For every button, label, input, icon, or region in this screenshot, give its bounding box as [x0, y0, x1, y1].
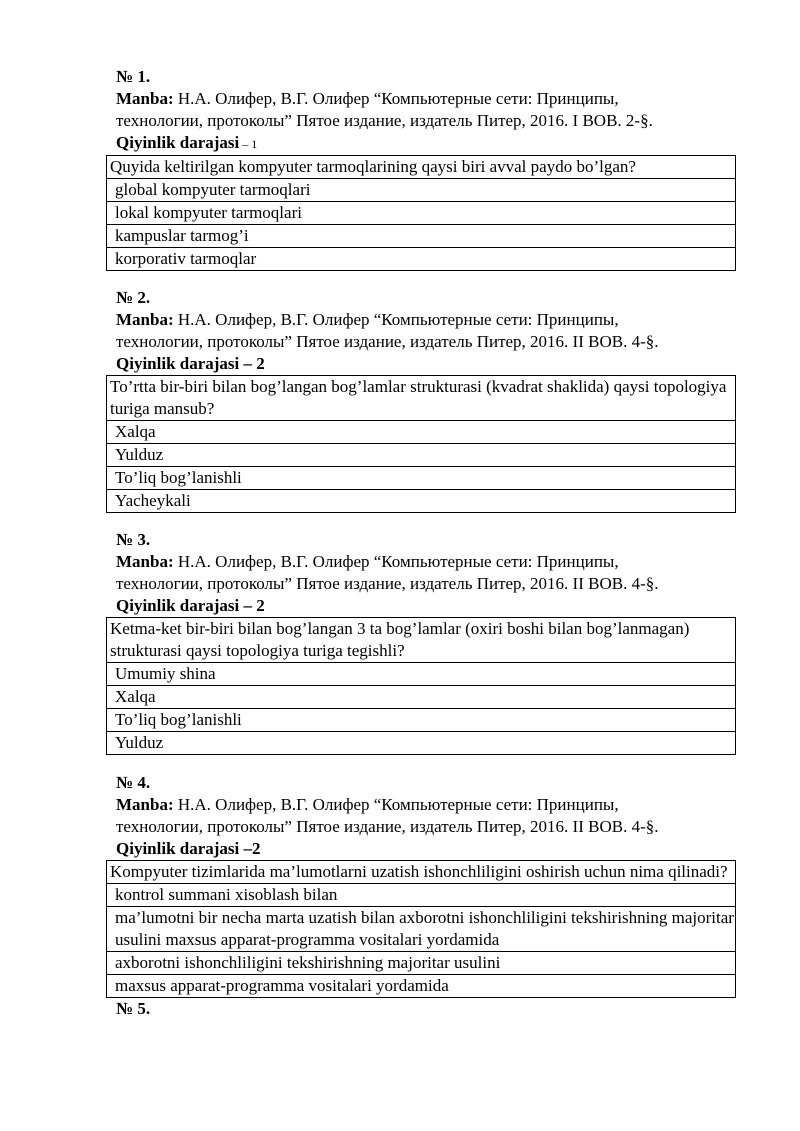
answer-option: lokal kompyuter tarmoqlari [107, 202, 736, 225]
question-text: Ketma-ket bir-biri bilan bog’langan 3 ta bog’lamlar (oxiri boshi bilan bog’lanmagan) strukturasi qaysi topologiya turiga tegishli? [107, 618, 736, 663]
difficulty-label: Qiyinlik darajasi – 2 [116, 354, 265, 373]
source-text: Н.А. Олифер, В.Г. Олифер “Компьютерные сети: Принципы, [173, 89, 619, 108]
question-table [106, 375, 736, 513]
source-line [116, 551, 736, 573]
source-label: Manba: [116, 310, 174, 329]
answer-option: maxsus apparat-programma vositalari yordamida [107, 975, 736, 998]
source-text-continued: технологии, протоколы” Пятое издание, издатель Питер, 2016. I BOB. 2-§. [116, 111, 653, 130]
question-1 [110, 66, 736, 271]
answer-option: kontrol summani xisoblash bilan [107, 884, 736, 907]
source-line [116, 88, 736, 110]
answer-option: To’liq bog’lanishli [107, 709, 736, 732]
source-label: Manba: [116, 795, 174, 814]
question-table [106, 155, 736, 271]
answer-option: ma’lumotni bir necha marta uzatish bilan axborotni ishonchliligini tekshirishning majoritar usulini maxsus apparat-programma vositalari yordamida [107, 907, 736, 952]
source-text: Н.А. Олифер, В.Г. Олифер “Компьютерные сети: Принципы, [173, 310, 619, 329]
source-text-continued: технологии, протоколы” Пятое издание, издатель Питер, 2016. II BOB. 4-§. [116, 817, 659, 836]
answer-option: To’liq bog’lanishli [107, 467, 736, 490]
answer-option: kampuslar tarmog’i [107, 225, 736, 248]
answer-option: axborotni ishonchliligini tekshirishning majoritar usulini [107, 952, 736, 975]
question-number: № 1. [116, 67, 151, 86]
question-3 [110, 529, 736, 755]
question-number: № 3. [116, 530, 151, 549]
question-number: № 2. [116, 288, 151, 307]
question-text: Kompyuter tizimlarida ma’lumotlarni uzatish ishonchliligini oshirish uchun nima qilinadi? [107, 861, 736, 884]
question-text: Quyida keltirilgan kompyuter tarmoqlarining qaysi biri avval paydo bo’lgan? [107, 156, 736, 179]
source-label: Manba: [116, 89, 174, 108]
source-text: Н.А. Олифер, В.Г. Олифер “Компьютерные сети: Принципы, [173, 552, 619, 571]
answer-option: Yacheykali [107, 490, 736, 513]
difficulty-label: Qiyinlik darajasi –2 [116, 839, 261, 858]
answer-option: global kompyuter tarmoqlari [107, 179, 736, 202]
difficulty-label: Qiyinlik darajasi – 2 [116, 596, 265, 615]
answer-option: korporativ tarmoqlar [107, 248, 736, 271]
question-table [106, 860, 736, 998]
answer-option: Xalqa [107, 686, 736, 709]
question-number: № 4. [116, 773, 151, 792]
answer-option: Yulduz [107, 732, 736, 755]
difficulty-value: – 1 [239, 137, 258, 151]
source-text: Н.А. Олифер, В.Г. Олифер “Компьютерные сети: Принципы, [173, 795, 619, 814]
answer-option: Xalqa [107, 421, 736, 444]
question-table [106, 617, 736, 755]
difficulty-line [116, 595, 736, 617]
answer-option: Umumiy shina [107, 663, 736, 686]
difficulty-line [116, 353, 736, 375]
source-line [116, 309, 736, 331]
source-text-continued: технологии, протоколы” Пятое издание, издатель Питер, 2016. II BOB. 4-§. [116, 332, 659, 351]
answer-option: Yulduz [107, 444, 736, 467]
source-label: Manba: [116, 552, 174, 571]
source-line [116, 794, 736, 816]
difficulty-label: Qiyinlik darajasi [116, 133, 240, 152]
question-text: To’rtta bir-biri bilan bog’langan bog’lamlar strukturasi (kvadrat shaklida) qaysi topologiya turiga mansub? [107, 376, 736, 421]
next-question-number: № 5. [116, 999, 151, 1018]
question-4 [110, 772, 736, 1020]
source-text-continued: технологии, протоколы” Пятое издание, издатель Питер, 2016. II BOB. 4-§. [116, 574, 659, 593]
difficulty-line [116, 132, 736, 155]
difficulty-line [116, 838, 736, 860]
question-2 [110, 287, 736, 513]
